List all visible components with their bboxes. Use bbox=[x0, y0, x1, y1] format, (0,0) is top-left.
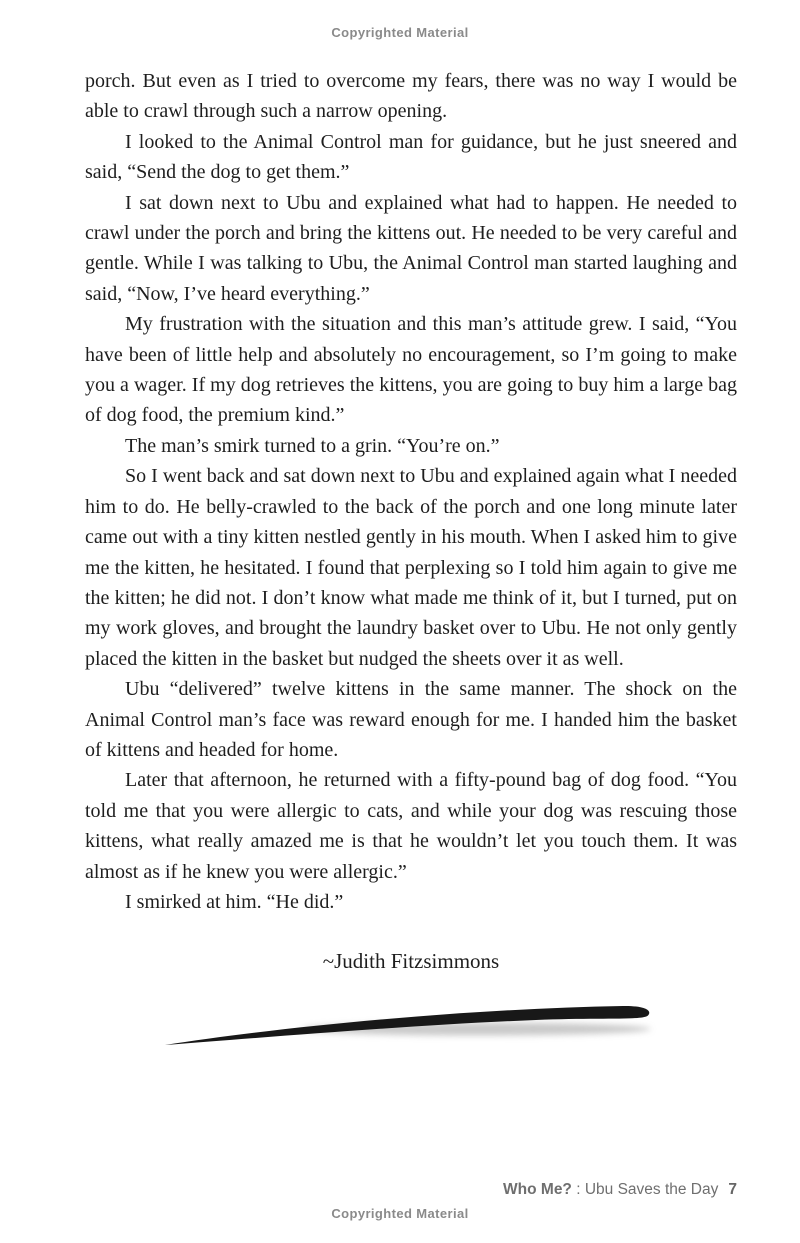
footer-separator: : bbox=[571, 1181, 585, 1198]
paragraph: I sat down next to Ubu and explained what had to happen. He needed to crawl under the porch and bring the kittens out. He needed to be very careful and gentle. While I was talking to Ubu, the Animal Control man started laughing and said, “Now, I’ve heard everything.” bbox=[85, 191, 737, 305]
paragraph: Later that afternoon, he returned with a fifty-pound bag of dog food. “You told me that you were allergic to cats, and while your dog was rescuing those kittens, what really amazed me is that he wouldn’t let you touch them. It was almost as if he knew you were allergic.” bbox=[85, 769, 737, 883]
paragraph: Ubu “delivered” twelve kittens in the same manner. The shock on the Animal Control man’s face was reward enough for me. I handed him the basket of kittens and headed for home. bbox=[85, 678, 737, 761]
paragraph: I looked to the Animal Control man for guidance, but he just sneered and said, “Send the dog to get them.” bbox=[85, 130, 737, 184]
paragraph: porch. But even as I tried to overcome my fears, there was no way I would be able to crawl through such a narrow opening. bbox=[85, 70, 737, 123]
paragraph: The man’s smirk turned to a grin. “You’re on.” bbox=[125, 434, 500, 457]
copyright-notice-top: Copyrighted Material bbox=[331, 25, 469, 40]
author-attribution: ~Judith Fitzsimmons bbox=[322, 949, 500, 974]
copyright-notice-bottom: Copyrighted Material bbox=[331, 1206, 469, 1221]
footer-chapter-title: Ubu Saves the Day bbox=[584, 1181, 719, 1198]
paragraph: My frustration with the situation and this man’s attitude grew. I said, “You have been of little help and absolutely no encouragement, so I’m going to make you a wager. If my dog retrieves the kittens, you are going to buy him a large bag of dog food, the premium kind.” bbox=[85, 313, 737, 427]
page-content bbox=[85, 66, 737, 1055]
footer-book-title: Who Me? bbox=[503, 1181, 572, 1198]
swoosh-flourish-icon bbox=[161, 1000, 661, 1050]
running-footer bbox=[503, 1181, 737, 1199]
story-text bbox=[85, 66, 737, 917]
flourish-divider bbox=[85, 1000, 737, 1055]
paragraph: So I went back and sat down next to Ubu and explained again what I needed him to do. He belly-crawled to the back of the porch and one long minute later came out with a tiny kitten nestled gently in his mouth. When I asked him to give me the kitten, he hesitated. I found that perplexing so I told him again to give me the kitten; he did not. I don’t know what made me think of it, but I turned, put on my work gloves, and brought the laundry basket over to Ubu. He not only gently placed the kitten in the basket but nudged the sheets over it as well. bbox=[85, 465, 737, 670]
paragraph: I smirked at him. “He did.” bbox=[125, 890, 344, 913]
footer-page-number: 7 bbox=[728, 1181, 737, 1198]
